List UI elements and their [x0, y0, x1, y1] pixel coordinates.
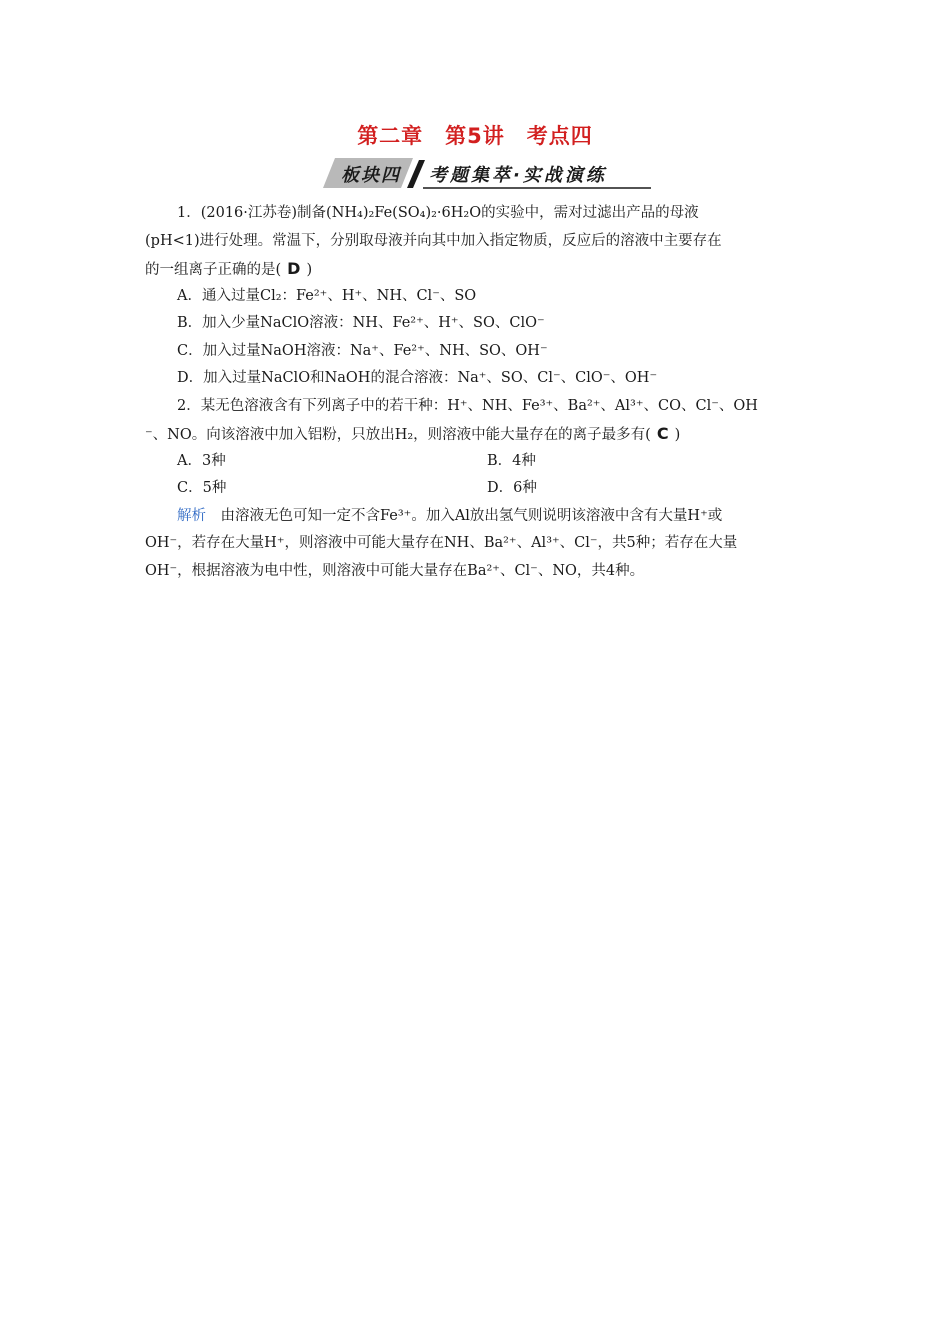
q2-option-d: D．6种 — [487, 480, 537, 496]
banner-right-label: 考题集萃·实战演练 — [429, 165, 607, 186]
section-banner — [323, 156, 653, 190]
q1-line-1: 1．(2016·江苏卷)制备(NH₄)₂Fe(SO₄)₂·6H₂O的实验中，需对过滤出产品的母液 — [177, 205, 699, 221]
banner-left-label: 板块四 — [341, 165, 401, 186]
q2-line-1: 2．某无色溶液含有下列离子中的若干种：H⁺、NH、Fe³⁺、Ba²⁺、Al³⁺、CO、Cl⁻、OH — [177, 397, 758, 414]
q2-option-b: B．4种 — [487, 452, 536, 469]
questions-body — [145, 200, 810, 585]
q1-option-a: A．通入过量Cl₂：Fe²⁺、H⁺、NH、Cl⁻、SO — [177, 287, 477, 304]
q2-option-c: C．5种 — [177, 480, 227, 496]
q2-paren-close: ) — [674, 427, 681, 443]
analysis-text-1: 由溶液无色可知一定不含Fe³⁺。加入Al放出氢气则说明该溶液中含有大量H⁺或 — [206, 507, 723, 524]
q2-options-row-1 — [145, 448, 810, 476]
analysis-label: 解析 — [177, 507, 206, 524]
analysis-line-1 — [145, 503, 810, 531]
q1-option-d: D．加入过量NaClO和NaOH的混合溶液：Na⁺、SO、Cl⁻、ClO⁻、OH⁻ — [177, 370, 658, 386]
q1-paren-close: ) — [306, 262, 313, 278]
q1-option-c: C．加入过量NaOH溶液：Na⁺、Fe²⁺、NH、SO、OH⁻ — [177, 342, 548, 359]
q2-options-row-2 — [145, 475, 810, 503]
page-title: 第二章 第5讲 考点四 — [357, 124, 593, 148]
q2-line-2 — [145, 420, 810, 448]
q1-answer: D — [287, 259, 301, 278]
q2-answer: C — [656, 424, 669, 443]
q1-option-b: B．加入少量NaClO溶液：NH、Fe²⁺、H⁺、SO、ClO⁻ — [177, 315, 545, 331]
q1-line-2: (pH<1)进行处理。常温下，分别取母液并向其中加入指定物质，反应后的溶液中主要存在 — [145, 232, 722, 249]
q1-stem-end: 的一组离子正确的是( — [145, 262, 282, 278]
q2-stem-end: ⁻、NO。向该溶液中加入铝粉，只放出H₂，则溶液中能大量存在的离子最多有( — [145, 427, 651, 443]
q2-option-a: A．3种 — [177, 452, 226, 469]
analysis-line-2: OH⁻，若存在大量H⁺，则溶液中可能大量存在NH、Ba²⁺、Al³⁺、Cl⁻，共5种；若存在大量 — [145, 535, 738, 551]
q1-line-3 — [145, 255, 810, 283]
analysis-line-3: OH⁻，根据溶液为电中性，则溶液中可能大量存在Ba²⁺、Cl⁻、NO，共4种。 — [145, 562, 645, 579]
